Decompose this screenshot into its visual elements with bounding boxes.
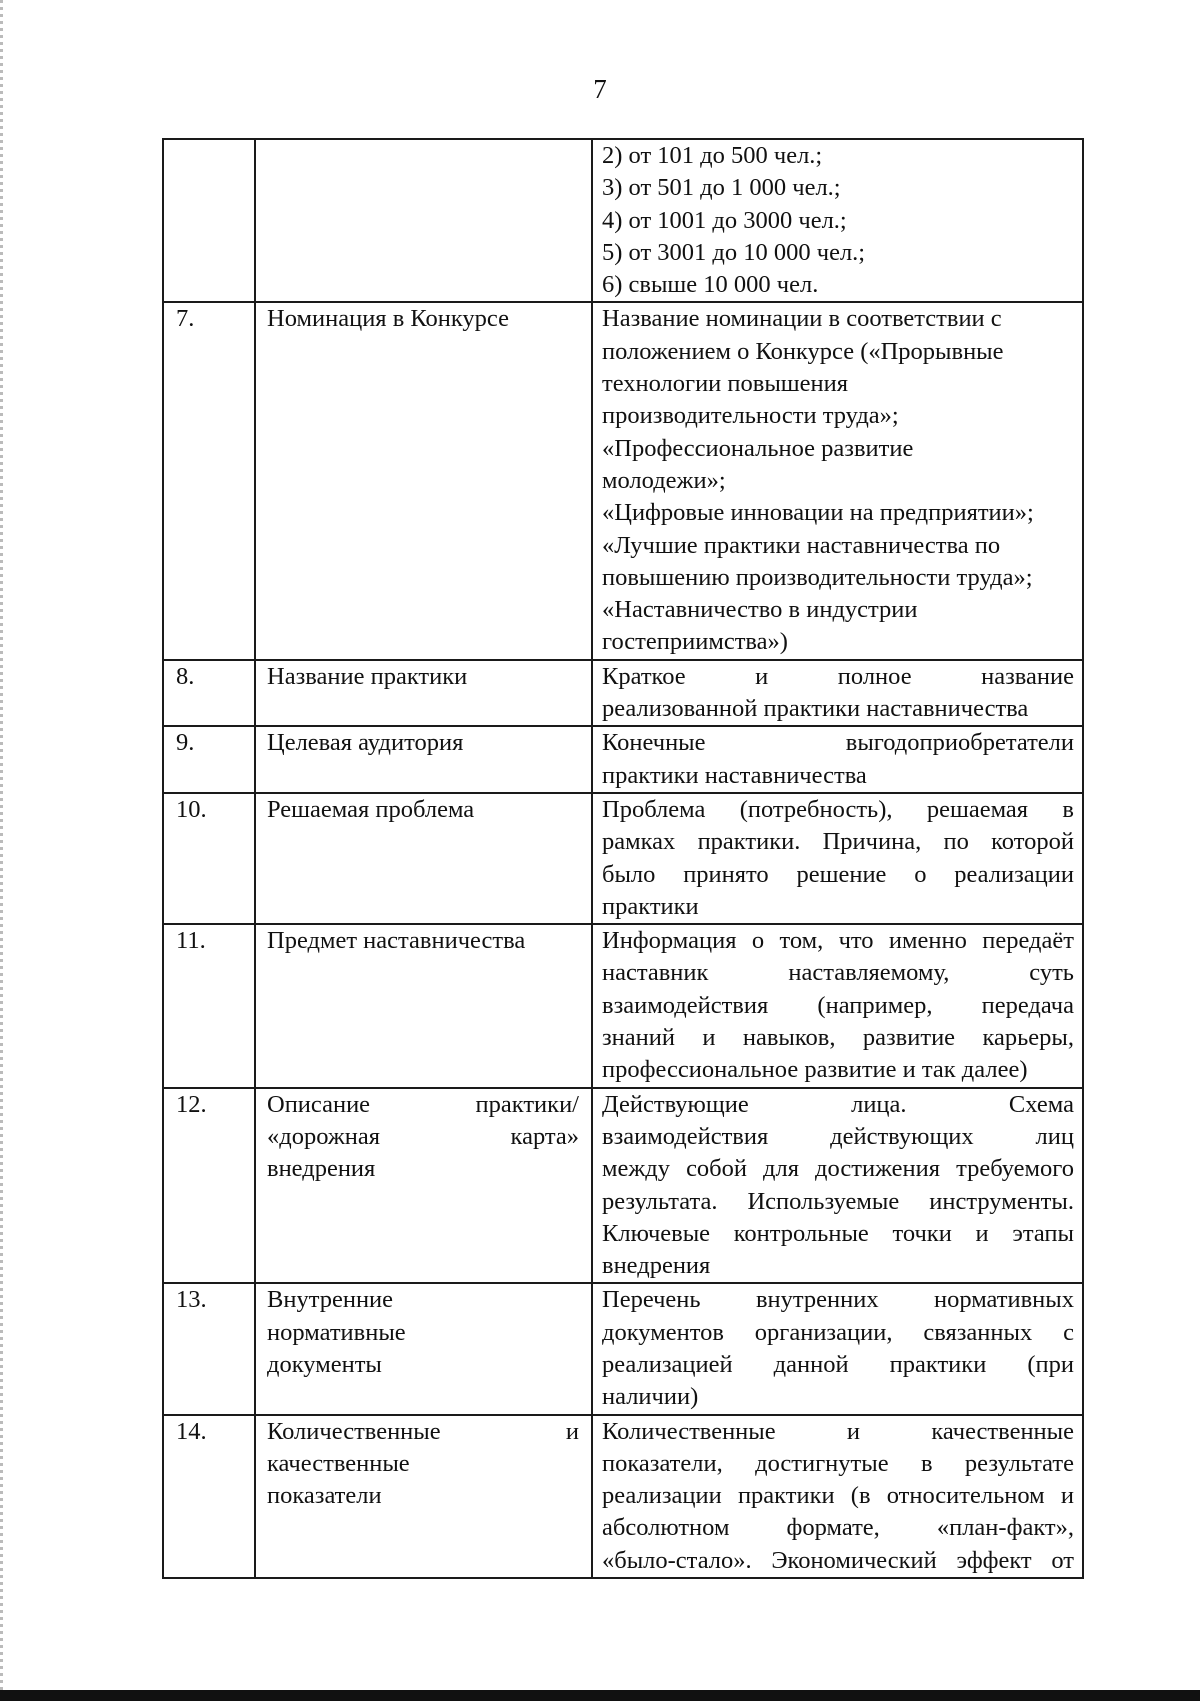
table-row: [163, 660, 1083, 727]
word: точки: [892, 1219, 952, 1247]
description-line: «Профессиональное развитие: [602, 434, 914, 462]
description-line: [602, 794, 1074, 826]
word: показатели,: [602, 1449, 723, 1477]
table-row: [163, 1283, 1083, 1414]
name-line: [267, 1121, 579, 1153]
description-line: [602, 859, 1074, 891]
name-line: внедрения: [267, 1155, 376, 1183]
word: реализации: [602, 1482, 722, 1510]
word: «было-стало».: [602, 1546, 752, 1574]
description-line: [602, 1512, 1074, 1544]
word: с: [1063, 1318, 1074, 1346]
word: практики: [889, 1350, 987, 1378]
row-number: 9.: [163, 726, 255, 793]
criteria-table: [162, 138, 1084, 1579]
word: реализацией: [602, 1350, 733, 1378]
word: «дорожная: [267, 1122, 381, 1150]
table-row: [163, 1415, 1083, 1578]
row-description: [592, 139, 1083, 302]
name-line: Внутренние: [267, 1286, 394, 1314]
row-name: [255, 924, 592, 1087]
word: решение: [796, 860, 887, 888]
word: между: [602, 1155, 671, 1183]
name-line: [267, 1089, 579, 1121]
word: что: [838, 927, 874, 955]
row-name: [255, 1088, 592, 1284]
word: (потребность),: [739, 795, 893, 823]
row-number: [163, 139, 255, 302]
description-line: профессиональное развитие и так далее): [602, 1056, 1028, 1084]
page-number: 7: [593, 74, 607, 104]
word: в: [920, 1449, 933, 1477]
word: и: [702, 1024, 716, 1052]
name-line: Предмет наставничества: [267, 927, 526, 955]
word: Схема: [1008, 1090, 1074, 1118]
description-line: «Цифровые инновации на предприятии»;: [602, 499, 1034, 527]
word: лиц: [1035, 1122, 1074, 1150]
row-description: [592, 1415, 1083, 1578]
name-line: документы: [267, 1350, 382, 1378]
word: Перечень: [602, 1286, 701, 1314]
row-number: 8.: [163, 660, 255, 727]
word: о: [914, 860, 927, 888]
row-description: [592, 1088, 1083, 1284]
word: документов: [602, 1318, 724, 1346]
description-line: производительности труда»;: [602, 402, 899, 430]
description-line: [602, 661, 1074, 693]
table-row: [163, 302, 1083, 659]
description-line: 3) от 501 до 1 000 чел.;: [602, 174, 841, 202]
name-line: Целевая аудитория: [267, 729, 464, 757]
word: этапы: [1012, 1219, 1074, 1247]
row-number: 13.: [163, 1283, 255, 1414]
word: нормативных: [933, 1286, 1074, 1314]
word: было: [602, 860, 656, 888]
row-name: [255, 302, 592, 659]
word: практики/: [475, 1090, 579, 1118]
description-line: [602, 727, 1074, 759]
row-number: 11.: [163, 924, 255, 1087]
word: практики: [737, 1482, 835, 1510]
row-description: [592, 302, 1083, 659]
word: Причина,: [822, 828, 922, 856]
word: достигнутые: [755, 1449, 889, 1477]
word: полное: [837, 662, 912, 690]
word: взаимодействия: [602, 991, 769, 1019]
word: качественные: [931, 1417, 1074, 1445]
description-line: 4) от 1001 до 3000 чел.;: [602, 206, 847, 234]
description-line: «Наставничество в индустрии: [602, 596, 918, 624]
word: лица.: [851, 1090, 907, 1118]
word: по: [943, 828, 969, 856]
description-line: [602, 1416, 1074, 1448]
word: эффект: [956, 1546, 1032, 1574]
word: суть: [1029, 959, 1074, 987]
word: том,: [779, 927, 824, 955]
description-line: 2) от 101 до 500 чел.;: [602, 142, 823, 169]
description-line: 5) от 3001 до 10 000 чел.;: [602, 238, 866, 266]
row-number: 10.: [163, 793, 255, 924]
description-line: [602, 826, 1074, 858]
description-line: [602, 1022, 1074, 1054]
word: абсолютном: [602, 1514, 730, 1542]
row-name: [255, 726, 592, 793]
word: решаемая: [926, 795, 1029, 823]
word: передаёт: [982, 927, 1074, 955]
word: «план-факт»,: [936, 1514, 1074, 1542]
word: результате: [964, 1449, 1074, 1477]
name-line: Решаемая проблема: [267, 795, 475, 823]
scan-bottom-edge: [0, 1690, 1200, 1701]
row-number: 14.: [163, 1415, 255, 1578]
word: Количественные: [602, 1417, 776, 1445]
word: рамках: [602, 828, 676, 856]
word: Информация: [602, 927, 737, 955]
word: Действующие: [602, 1090, 749, 1118]
word: и: [1060, 1482, 1074, 1510]
description-line: [602, 1186, 1074, 1218]
word: от: [1051, 1546, 1074, 1574]
word: организации,: [754, 1318, 893, 1346]
word: Количественные: [267, 1417, 441, 1445]
row-number: 7.: [163, 302, 255, 659]
row-description: [592, 1283, 1083, 1414]
word: Описание: [267, 1090, 371, 1118]
word: связанных: [923, 1318, 1033, 1346]
name-line: Название практики: [267, 662, 468, 690]
description-line: технологии повышения: [602, 370, 849, 398]
word: формате,: [786, 1514, 880, 1542]
word: требуемого: [956, 1155, 1074, 1183]
scan-edge: [0, 0, 3, 1701]
row-number: 12.: [163, 1088, 255, 1284]
word: (при: [1027, 1350, 1074, 1378]
word: навыков,: [742, 1024, 836, 1052]
word: Экономический: [771, 1546, 937, 1574]
word: в: [1062, 795, 1074, 823]
description-line: 6) свыше 10 000 чел.: [602, 271, 819, 299]
word: для: [763, 1155, 800, 1183]
description-line: повышению производительности труда»;: [602, 563, 1033, 591]
word: внутренних: [755, 1286, 879, 1314]
description-line: молодежи»;: [602, 466, 726, 494]
description-line: [602, 1448, 1074, 1480]
word: о: [751, 927, 765, 955]
word: действующих: [830, 1122, 974, 1150]
word: Краткое: [602, 662, 686, 690]
word: данной: [773, 1350, 849, 1378]
word: Ключевые: [602, 1219, 711, 1247]
description-line: [602, 990, 1074, 1022]
row-name: [255, 660, 592, 727]
word: результата.: [602, 1187, 718, 1215]
word: достижения: [815, 1155, 941, 1183]
word: реализации: [954, 860, 1074, 888]
word: и: [565, 1417, 579, 1445]
word: контрольные: [733, 1219, 869, 1247]
word: именно: [888, 927, 967, 955]
word: (в: [850, 1482, 871, 1510]
word: карта»: [510, 1122, 579, 1150]
row-description: [592, 660, 1083, 727]
row-description: [592, 793, 1083, 924]
word: наставник: [602, 959, 709, 987]
word: Используемые: [747, 1187, 900, 1215]
description-line: реализованной практики наставничества: [602, 695, 1029, 723]
word: принято: [683, 860, 769, 888]
description-line: [602, 1218, 1074, 1250]
row-name: [255, 1415, 592, 1578]
word: взаимодействия: [602, 1122, 769, 1150]
table-row: [163, 924, 1083, 1087]
description-line: «Лучшие практики наставничества по: [602, 531, 1001, 559]
row-description: [592, 924, 1083, 1087]
word: название: [981, 662, 1074, 690]
word: и: [975, 1219, 989, 1247]
word: практики.: [697, 828, 801, 856]
description-line: гостеприимства»): [602, 628, 788, 656]
word: (например,: [817, 991, 933, 1019]
description-line: [602, 925, 1074, 957]
word: которой: [991, 828, 1074, 856]
word: выгодоприобретатели: [845, 729, 1074, 757]
description-line: наличии): [602, 1383, 699, 1411]
description-line: [602, 1317, 1074, 1349]
word: Конечные: [602, 729, 706, 757]
description-line: [602, 1153, 1074, 1185]
description-line: [602, 1349, 1074, 1381]
word: относительном: [886, 1482, 1045, 1510]
row-description: [592, 726, 1083, 793]
description-line: практики наставничества: [602, 761, 867, 789]
word: Проблема: [602, 795, 706, 823]
description-line: [602, 1480, 1074, 1512]
description-line: [602, 1121, 1074, 1153]
name-line: показатели: [267, 1482, 382, 1510]
name-line: Номинация в Конкурсе: [267, 305, 509, 333]
row-name: [255, 139, 592, 302]
description-line: [602, 1284, 1074, 1316]
word: карьеры,: [982, 1024, 1074, 1052]
description-line: [602, 1089, 1074, 1121]
word: наставляемому,: [788, 959, 950, 987]
name-line: [267, 1416, 579, 1448]
word: собой: [686, 1155, 748, 1183]
word: знаний: [602, 1024, 675, 1052]
word: и: [846, 1417, 861, 1445]
description-line: Название номинации в соответствии с: [602, 305, 1002, 333]
row-name: [255, 1283, 592, 1414]
description-line: практики: [602, 892, 699, 920]
word: инструменты.: [929, 1187, 1074, 1215]
name-line: качественные: [267, 1449, 410, 1477]
word: передача: [981, 991, 1074, 1019]
description-line: внедрения: [602, 1252, 711, 1280]
description-line: [602, 1545, 1074, 1577]
table-row: [163, 793, 1083, 924]
description-line: [602, 957, 1074, 989]
name-line: нормативные: [267, 1318, 406, 1346]
word: развитие: [862, 1024, 956, 1052]
description-line: положением о Конкурсе («Прорывные: [602, 337, 1004, 365]
table-row: [163, 726, 1083, 793]
table-row: [163, 1088, 1083, 1284]
word: и: [755, 662, 769, 690]
table-row: [163, 139, 1083, 302]
row-name: [255, 793, 592, 924]
